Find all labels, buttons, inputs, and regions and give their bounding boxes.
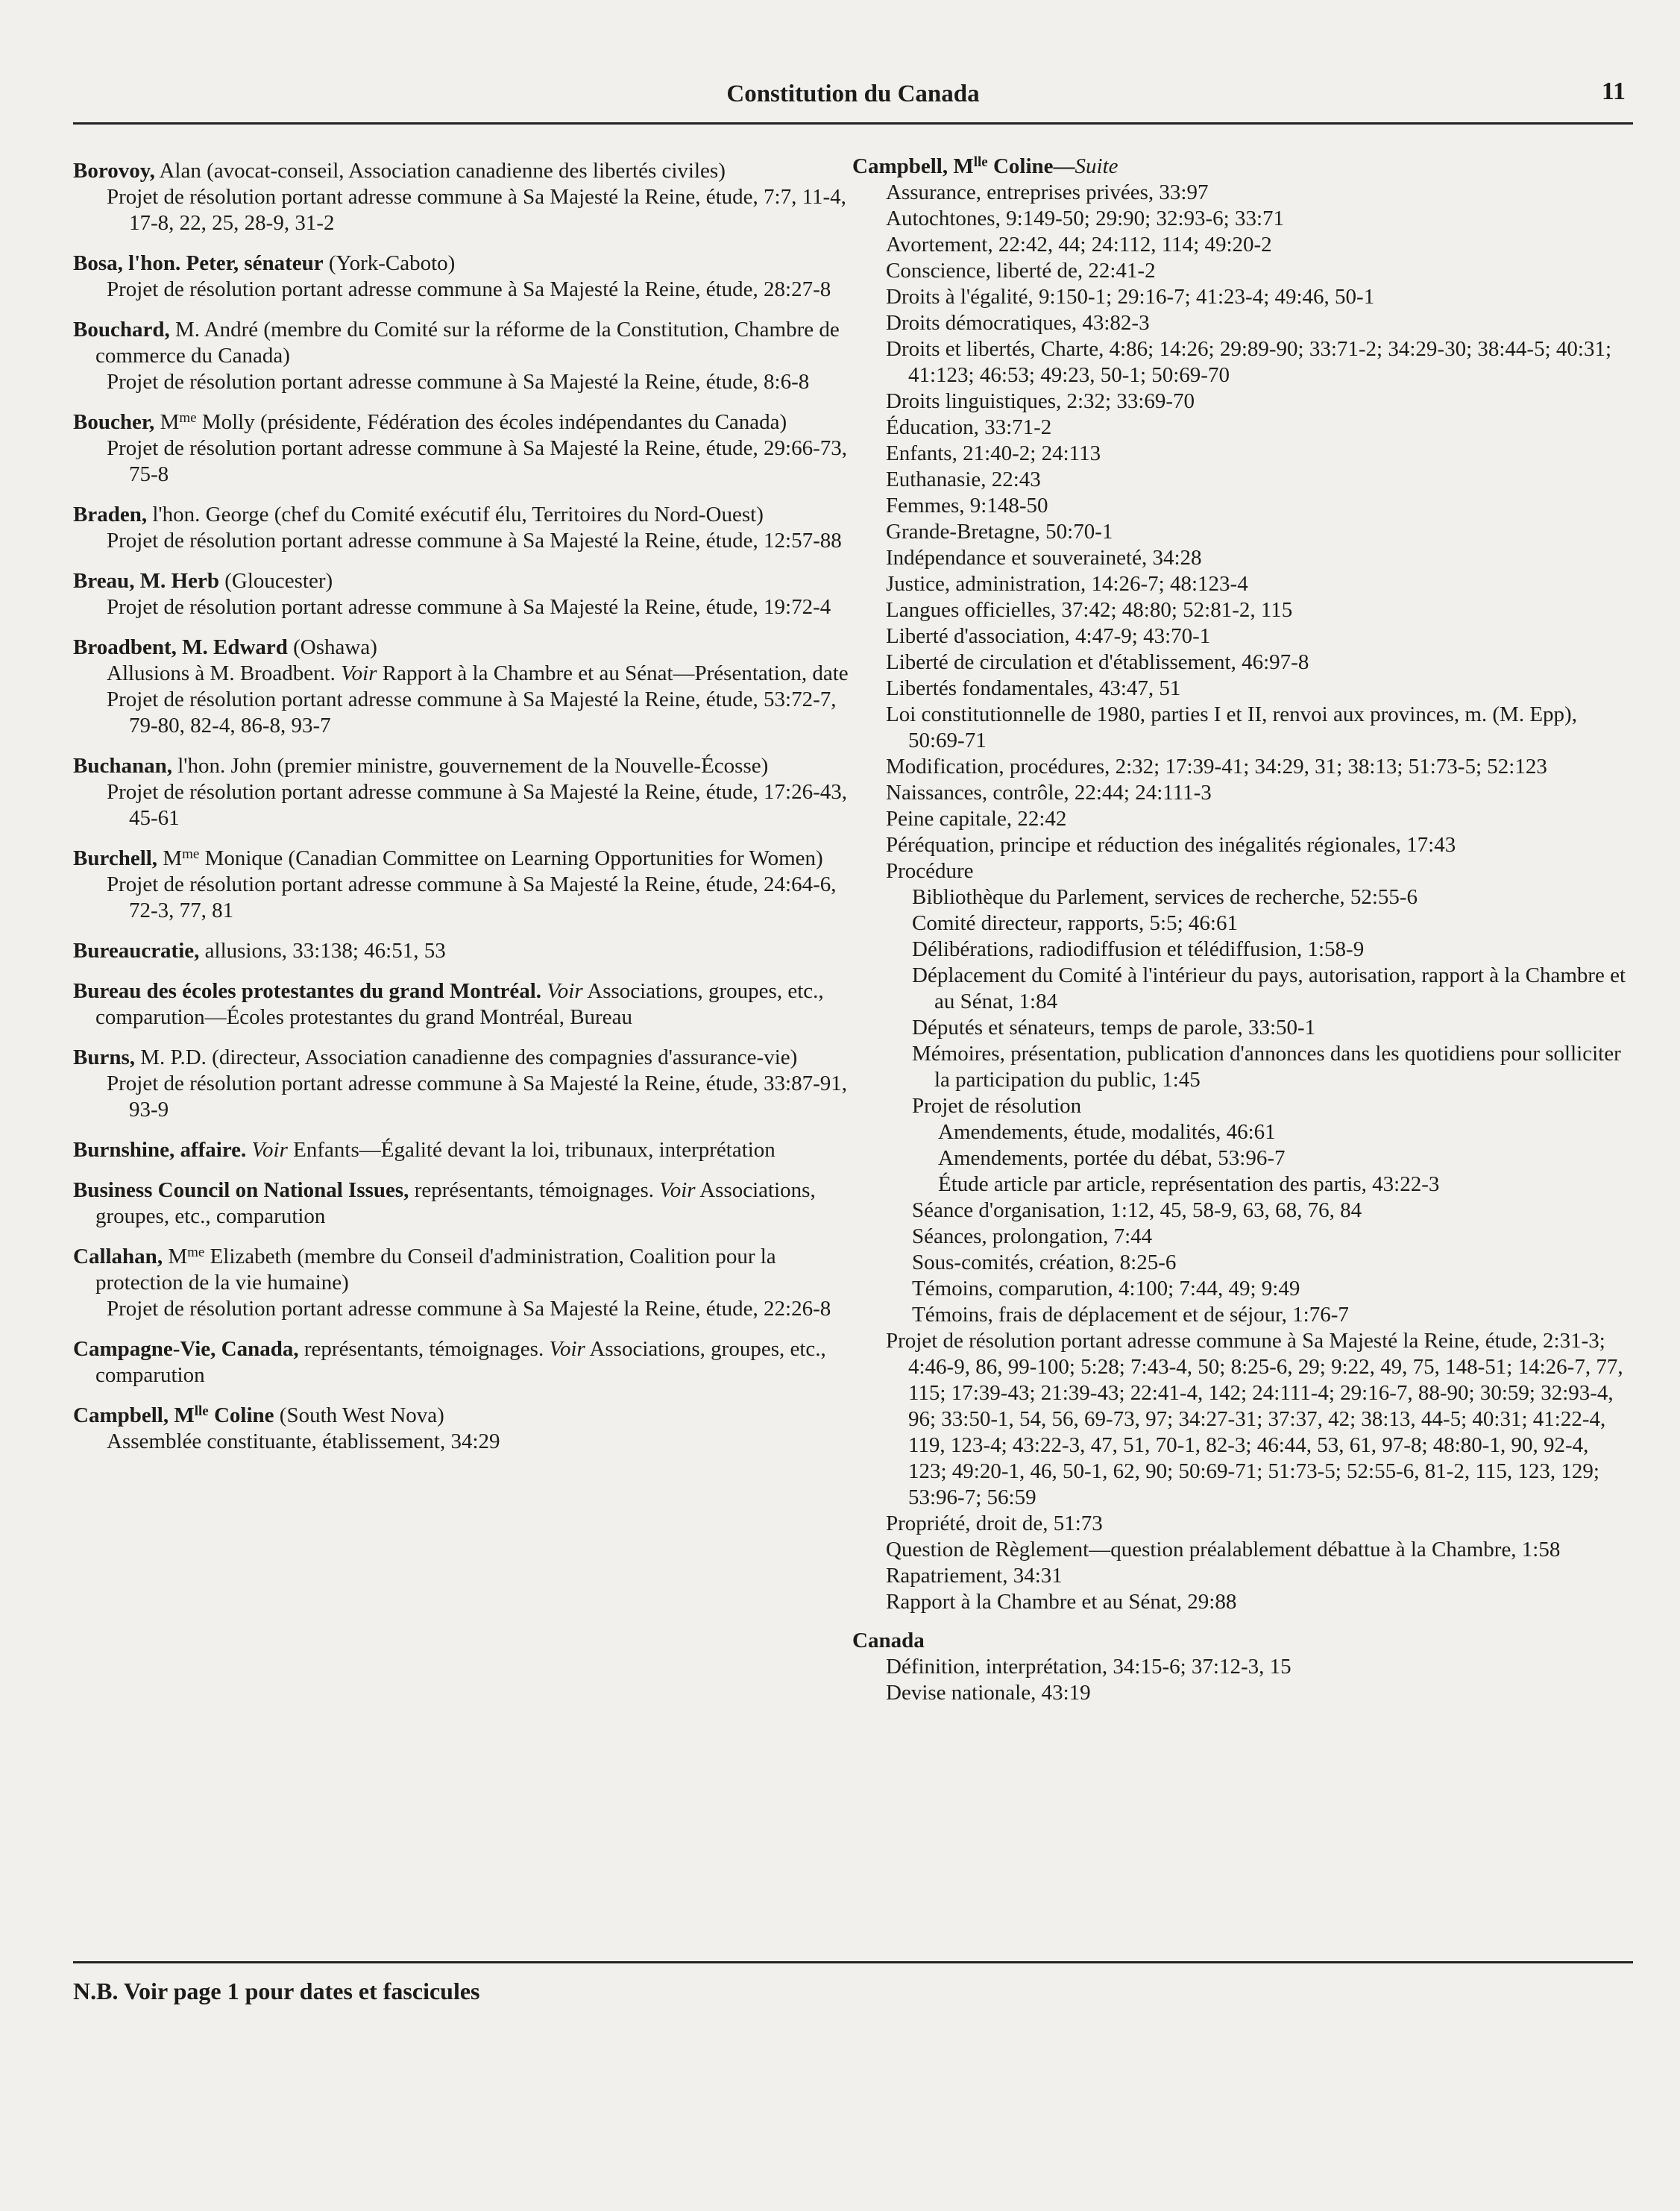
entry-subheading: Rapatriement, 34:31: [886, 1564, 1063, 1588]
entry-name: Campagne-Vie, Canada,: [73, 1337, 299, 1361]
entry-heading: [73, 938, 849, 964]
entry-heading: [73, 1045, 849, 1071]
procedure-subheading: Sous-comités, création, 8:25-6: [912, 1251, 1177, 1274]
entry-subheading: Procédure: [886, 859, 974, 883]
entry-subheading: Projet de résolution portant adresse commune à Sa Majesté la Reine, étude, 2:31-3; 4:46-9, 86, 99-100; 5:28; 7:43-4, 50; 8:25-6, 29; 9:22, 49, 75, 148-51; 14:26-7, 77, 115; 17:39-43; 21:39-43; 22:41-4, 142; 24:111-4; 29:16-7, 88-90; 30:59; 32:93-4, 96; 33:50-1, 54, 56, 69-73, 97; 34:27-31; 37:37, 42; 38:13, 44-5; 40:31; 41:22-4, 119, 123-4; 43:22-3, 47, 51, 70-1, 82-3; 46:44, 53, 61, 97-8; 48:80-1, 90, 92-4, 123; 49:20-1, 46, 50-1, 62, 90; 50:69-71; 51:73-5; 52:55-6, 81-2, 115, 123, 129; 53:96-7; 56:59: [886, 1329, 1623, 1509]
index-entry: [73, 846, 849, 924]
entry-title-sup: me: [182, 846, 200, 862]
subheading-text: Allusions à M. Broadbent.: [107, 661, 342, 685]
entry-subheading: Naissances, contrôle, 22:44; 24:111-3: [886, 781, 1212, 805]
entry-title: M: [163, 1245, 188, 1268]
entry-subheading: Femmes, 9:148-50: [886, 494, 1048, 518]
procedure-subheading: Projet de résolution: [912, 1094, 1082, 1118]
entry-subheading: Justice, administration, 14:26-7; 48:123-4: [886, 572, 1248, 596]
entry-name: Burchell,: [73, 846, 158, 870]
procedure-subheading: Délibérations, radiodiffusion et télédiffusion, 1:58-9: [912, 937, 1365, 961]
entry-name: Burnshine, affaire.: [73, 1138, 247, 1162]
entry-heading: [73, 502, 849, 528]
entry-heading: [73, 251, 849, 277]
entry-subheading: Droits linguistiques, 2:32; 33:69-70: [886, 389, 1195, 413]
entry-name-sup: lle: [973, 154, 988, 170]
entry-name: Callahan,: [73, 1245, 163, 1268]
entry-subheading: Projet de résolution portant adresse commune à Sa Majesté la Reine, étude, 7:7, 11-4, 17-8, 22, 25, 28-9, 31-2: [107, 185, 846, 235]
entry-name: Campbell, M: [852, 154, 974, 178]
entry-description: (South West Nova): [274, 1403, 444, 1427]
entry-subheading: Modification, procédures, 2:32; 17:39-41; 34:29, 31; 38:13; 51:73-5; 52:123: [886, 755, 1547, 779]
entry-heading: [73, 409, 849, 435]
entry-subheading: Projet de résolution portant adresse commune à Sa Majesté la Reine, étude, 17:26-43, 45-61: [107, 780, 847, 830]
entry-name: Bouchard,: [73, 318, 170, 342]
entry-subheading: Grande-Bretagne, 50:70-1: [886, 520, 1113, 544]
entry-subheading: Liberté de circulation et d'établissement, 46:97-8: [886, 650, 1309, 674]
entry-subheading: Avortement, 22:42, 44; 24:112, 114; 49:20-2: [886, 233, 1272, 257]
cross-ref-voir: Voir: [341, 661, 377, 685]
entry-name: Bureaucratie,: [73, 939, 200, 963]
entry-name: Canada: [852, 1629, 925, 1652]
entry-name: Broadbent, M. Edward: [73, 635, 288, 659]
projet-subheading: Amendements, étude, modalités, 46:61: [938, 1120, 1276, 1144]
entry-subheading: Projet de résolution portant adresse commune à Sa Majesté la Reine, étude, 53:72-7, 79-80, 82-4, 86-8, 93-7: [107, 688, 837, 737]
entry-subheading: Éducation, 33:71-2: [886, 415, 1052, 439]
cross-ref-target: Rapport à la Chambre et au Sénat—Présentation, date: [377, 661, 849, 685]
index-entry: [73, 1045, 849, 1123]
index-entry: [73, 502, 849, 554]
entry-subheading: Projet de résolution portant adresse commune à Sa Majesté la Reine, étude, 22:26-8: [107, 1297, 831, 1321]
projet-subheading: Étude article par article, représentation des partis, 43:22-3: [938, 1172, 1440, 1196]
entry-subheading: Assemblée constituante, établissement, 34:29: [107, 1430, 500, 1453]
entry-description: Molly (présidente, Fédération des écoles indépendantes du Canada): [196, 410, 787, 434]
index-entry: [73, 635, 849, 739]
entry-description: représentants, témoignages.: [298, 1337, 544, 1361]
index-entry: [73, 1137, 849, 1163]
projet-subheading: Amendements, portée du débat, 53:96-7: [938, 1146, 1286, 1170]
entry-heading: [73, 753, 849, 779]
entry-heading: [73, 846, 849, 872]
entry-subheading: [73, 661, 849, 687]
entry-name: Bureau des écoles protestantes du grand Montréal.: [73, 979, 542, 1003]
entry-subheading: Projet de résolution portant adresse commune à Sa Majesté la Reine, étude, 28:27-8: [107, 277, 831, 301]
entry-subheading: Assurance, entreprises privées, 33:97: [886, 180, 1209, 204]
index-entry: [73, 568, 849, 620]
entry-description: M. P.D. (directeur, Association canadienne des compagnies d'assurance-vie): [135, 1045, 798, 1069]
cross-ref-voir: Voir: [541, 979, 583, 1003]
entry-subheading: Projet de résolution portant adresse commune à Sa Majesté la Reine, étude, 29:66-73, 75-8: [107, 436, 847, 486]
entry-heading: [73, 1244, 849, 1296]
procedure-subheading: Bibliothèque du Parlement, services de recherche, 52:55-6: [912, 885, 1418, 909]
entry-subheading: Projet de résolution portant adresse commune à Sa Majesté la Reine, étude, 8:6-8: [107, 370, 810, 394]
cross-ref-target: Associations, groupes, etc., comparution: [95, 1337, 826, 1387]
entry-subheading: Euthanasie, 22:43: [886, 468, 1041, 491]
page-header: [73, 78, 1633, 125]
entry-heading: [73, 1403, 849, 1429]
entry-gap: [852, 1615, 1632, 1628]
entry-description: Enfants—Égalité devant la loi, tribunaux, interprétation: [287, 1138, 775, 1162]
entry-heading: [73, 635, 849, 661]
index-entry: [73, 1403, 849, 1455]
right-column: [852, 154, 1632, 1706]
entry-name: Burns,: [73, 1045, 136, 1069]
entry-heading: [852, 154, 1632, 180]
index-entry: [73, 1244, 849, 1322]
entry-subheading: Langues officielles, 37:42; 48:80; 52:81-2, 115: [886, 598, 1293, 622]
index-entry: [73, 978, 849, 1031]
entry-subheading: Projet de résolution portant adresse commune à Sa Majesté la Reine, étude, 33:87-91, 93-9: [107, 1072, 847, 1122]
index-entry: [73, 409, 849, 488]
entry-description: représentants, témoignages.: [409, 1178, 654, 1202]
procedure-subheading: Séances, prolongation, 7:44: [912, 1224, 1153, 1248]
footer-rule: [73, 1961, 1633, 1963]
entry-heading: [73, 978, 849, 1031]
left-column: [73, 158, 849, 1469]
entry-name: Coline—: [987, 154, 1075, 178]
entry-description: Alan (avocat-conseil, Association canadienne des libertés civiles): [154, 159, 726, 183]
entry-heading: [73, 158, 849, 184]
entry-description: (York-Caboto): [323, 251, 456, 275]
page-number: 11: [1601, 78, 1626, 105]
entry-subheading: Péréquation, principe et réduction des inégalités régionales, 17:43: [886, 833, 1456, 857]
cross-ref-target: Associations, groupes, etc., comparution: [95, 1178, 816, 1228]
entry-heading: [73, 568, 849, 594]
procedure-subheading: Députés et sénateurs, temps de parole, 33:50-1: [912, 1016, 1316, 1040]
index-entry: [73, 251, 849, 303]
entry-description: l'hon. George (chef du Comité exécutif élu, Territoires du Nord-Ouest): [147, 503, 764, 526]
entry-name: Borovoy,: [73, 159, 155, 183]
procedure-subheading: Séance d'organisation, 1:12, 45, 58-9, 63, 68, 76, 84: [912, 1198, 1362, 1222]
entry-subheading: Conscience, liberté de, 22:41-2: [886, 259, 1156, 283]
entry-subheading: Indépendance et souveraineté, 34:28: [886, 546, 1202, 570]
entry-description: Elizabeth (membre du Conseil d'administration, Coalition pour la protection de la vie humaine): [95, 1245, 776, 1295]
index-entry: [73, 158, 849, 236]
entry-subheading: Devise nationale, 43:19: [886, 1681, 1091, 1705]
index-entry: [73, 753, 849, 831]
entry-name: Business Council on National Issues,: [73, 1178, 409, 1202]
index-entry: [73, 938, 849, 964]
entry-heading: [73, 1137, 849, 1163]
entry-name: Buchanan,: [73, 754, 172, 778]
footnote: N.B. Voir page 1 pour dates et fascicules: [73, 1978, 480, 2004]
entry-subheading: Propriété, droit de, 51:73: [886, 1512, 1103, 1535]
entry-subheading: Projet de résolution portant adresse commune à Sa Majesté la Reine, étude, 24:64-6, 72-3, 77, 81: [107, 872, 837, 922]
index-entry: [73, 317, 849, 395]
entry-name: Coline: [208, 1403, 274, 1427]
entry-description: l'hon. John (premier ministre, gouvernement de la Nouvelle-Écosse): [172, 754, 769, 778]
procedure-subheading: Témoins, frais de déplacement et de séjour, 1:76-7: [912, 1303, 1349, 1327]
index-entry: [73, 1336, 849, 1388]
entry-subheading: Peine capitale, 22:42: [886, 807, 1067, 831]
entry-description: M. André (membre du Comité sur la réforme de la Constitution, Chambre de commerce du Canada): [95, 318, 840, 368]
entry-description: Associations, groupes, etc., comparution—Écoles protestantes du grand Montréal, Bureau: [95, 979, 824, 1029]
continued-label: Suite: [1075, 154, 1119, 178]
entry-description: (Oshawa): [287, 635, 377, 659]
cross-ref-voir: Voir: [544, 1337, 585, 1361]
entry-subheading: Projet de résolution portant adresse commune à Sa Majesté la Reine, étude, 12:57-88: [107, 529, 842, 553]
entry-subheading: Libertés fondamentales, 43:47, 51: [886, 676, 1181, 700]
entry-heading: [73, 317, 849, 369]
entry-description: Monique (Canadian Committee on Learning Opportunities for Women): [199, 846, 823, 870]
entry-name-sup: lle: [194, 1403, 209, 1419]
entry-description: allusions, 33:138; 46:51, 53: [199, 939, 446, 963]
entry-heading: [852, 1628, 1632, 1654]
index-entry: [73, 1177, 849, 1230]
entry-description: (Gloucester): [219, 569, 333, 593]
entry-title: M: [157, 846, 183, 870]
entry-heading: [73, 1336, 849, 1388]
procedure-subheading: Mémoires, présentation, publication d'annonces dans les quotidiens pour solliciter la participation du public, 1:45: [912, 1042, 1621, 1092]
entry-subheading: Enfants, 21:40-2; 24:113: [886, 441, 1101, 465]
entry-name: Bosa, l'hon. Peter, sénateur: [73, 251, 324, 275]
entry-title: M: [154, 410, 180, 434]
entry-subheading: Liberté d'association, 4:47-9; 43:70-1: [886, 624, 1211, 648]
entry-subheading: Projet de résolution portant adresse commune à Sa Majesté la Reine, étude, 19:72-4: [107, 595, 831, 619]
entry-heading: [73, 1177, 849, 1230]
cross-ref-voir: Voir: [246, 1138, 288, 1162]
procedure-subheading: Comité directeur, rapports, 5:5; 46:61: [912, 911, 1238, 935]
procedure-subheading: Déplacement du Comité à l'intérieur du pays, autorisation, rapport à la Chambre et au Sénat, 1:84: [912, 963, 1626, 1013]
entry-name: Braden,: [73, 503, 148, 526]
entry-subheading: Droits démocratiques, 43:82-3: [886, 311, 1150, 335]
entry-name: Breau, M. Herb: [73, 569, 219, 593]
entry-subheading: Définition, interprétation, 34:15-6; 37:12-3, 15: [886, 1655, 1292, 1679]
entry-subheading: Loi constitutionnelle de 1980, parties I et II, renvoi aux provinces, m. (M. Epp), 50:69-71: [886, 702, 1577, 752]
procedure-subheading: Témoins, comparution, 4:100; 7:44, 49; 9:49: [912, 1277, 1300, 1301]
entry-subheading: Rapport à la Chambre et au Sénat, 29:88: [886, 1590, 1237, 1614]
entry-name: Boucher,: [73, 410, 155, 434]
entry-subheading: Autochtones, 9:149-50; 29:90; 32:93-6; 33:71: [886, 207, 1285, 230]
entry-subheading: Droits à l'égalité, 9:150-1; 29:16-7; 41:23-4; 49:46, 50-1: [886, 285, 1375, 309]
cross-ref-voir: Voir: [654, 1178, 696, 1202]
entry-title-sup: me: [187, 1245, 205, 1260]
entry-subheading: Droits et libertés, Charte, 4:86; 14:26; 29:89-90; 33:71-2; 34:29-30; 38:44-5; 40:31; 41:123; 46:53; 49:23, 50-1; 50:69-70: [886, 337, 1612, 387]
entry-subheading: Question de Règlement—question préalablement débattue à la Chambre, 1:58: [886, 1538, 1561, 1561]
entry-title-sup: me: [179, 410, 197, 426]
running-title: Constitution du Canada: [726, 81, 980, 107]
entry-name: Campbell, M: [73, 1403, 195, 1427]
